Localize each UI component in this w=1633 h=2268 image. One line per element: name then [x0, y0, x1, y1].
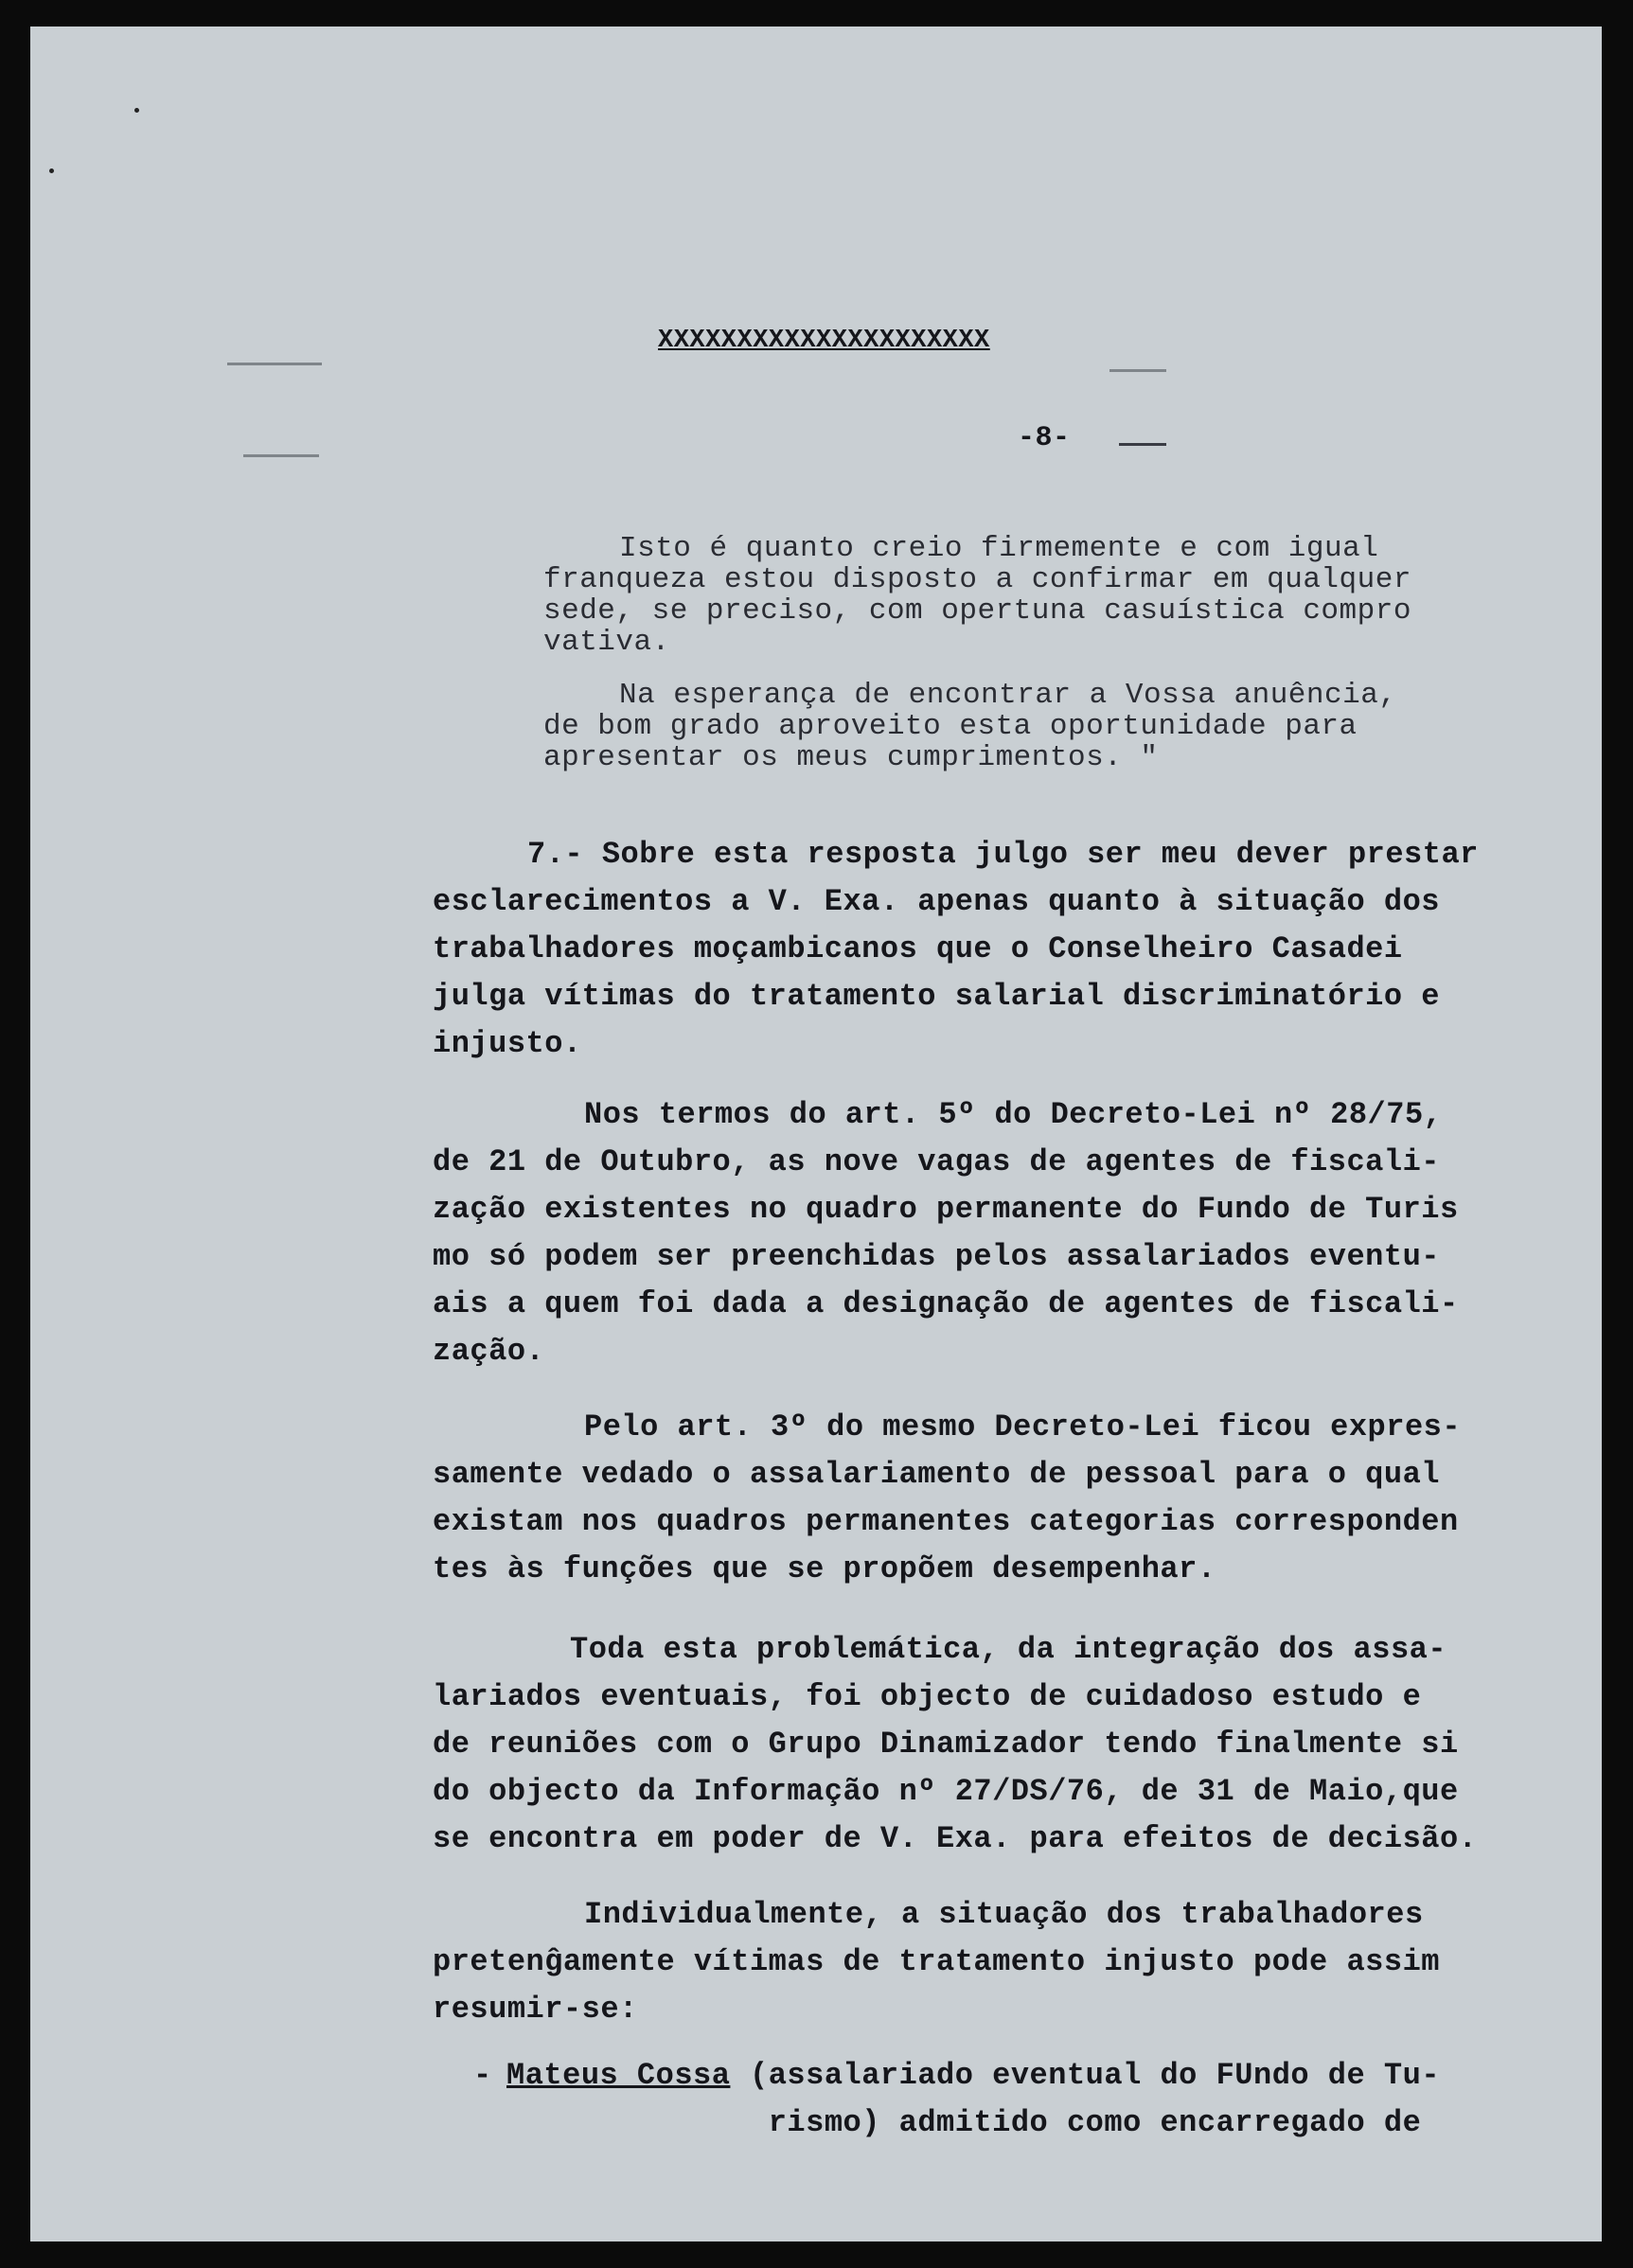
document-page	[30, 27, 1602, 2241]
right-margin-stroke	[1109, 369, 1166, 372]
header-mark: XXXXXXXXXXXXXXXXXXXXX	[658, 327, 990, 355]
page-number: -8-	[1018, 422, 1071, 454]
paragraph-problem: Toda esta problemática, da integração dos assa- lariados eventuais, foi objecto de cuidadoso estudo e de reuniões com o Grupo Dinamizador tendo finalmente si do objecto da Informação nº 27/DS/76, de 31 de Maio,que se encontra em poder de V. Exa. para efeitos de decisão.	[433, 1632, 1478, 1856]
speck	[49, 168, 54, 173]
list-item-dash: -	[473, 2058, 492, 2093]
list-item-name: Mateus Cossa	[506, 2058, 731, 2093]
paragraph-decree: Nos termos do art. 5º do Decreto-Lei nº 28/75, de 21 de Outubro, as nove vagas de agentes de fiscali- zação existentes no quadro permanente do Fundo de Turis mo só podem ser preenchidas pelos assalariados eventu- ais a quem foi dada a designação de agentes de fiscali- zação.	[433, 1097, 1459, 1369]
quote-paragraph-1: Isto é quanto creio firmemente e com igual franqueza estou disposto a confirmar em qualquer sede, se preciso, com opertuna casuística compro vativa.	[543, 532, 1411, 659]
speck	[134, 108, 139, 113]
page-number-stroke	[1119, 443, 1166, 446]
left-margin-stroke	[243, 454, 319, 457]
list-item-text: (assalariado eventual do FUndo de Tu- rismo) admitido como encarregado de	[750, 2058, 1441, 2140]
paragraph-7: 7.- Sobre esta resposta julgo ser meu dever prestar esclarecimentos a V. Exa. apenas quanto à situação dos trabalhadores moçambicanos que o Conselheiro Casadei julga vítimas do tratamento salarial discriminatório e injusto.	[433, 837, 1479, 1061]
left-margin-stroke	[227, 363, 322, 365]
paragraph-art3: Pelo art. 3º do mesmo Decreto-Lei ficou expres- samente vedado o assalariamento de pessoal para o qual existam nos quadros permanentes categorias corresponden tes às funções que se propõem desempenhar.	[433, 1409, 1462, 1586]
quote-paragraph-2: Na esperança de encontrar a Vossa anuência, de bom grado aproveito esta oportunidade para apresentar os meus cumprimentos. "	[543, 679, 1397, 774]
paragraph-individual: Individualmente, a situação dos trabalhadores pretenĝamente vítimas de tratamento injusto pode assim resumir-se:	[433, 1897, 1440, 2027]
